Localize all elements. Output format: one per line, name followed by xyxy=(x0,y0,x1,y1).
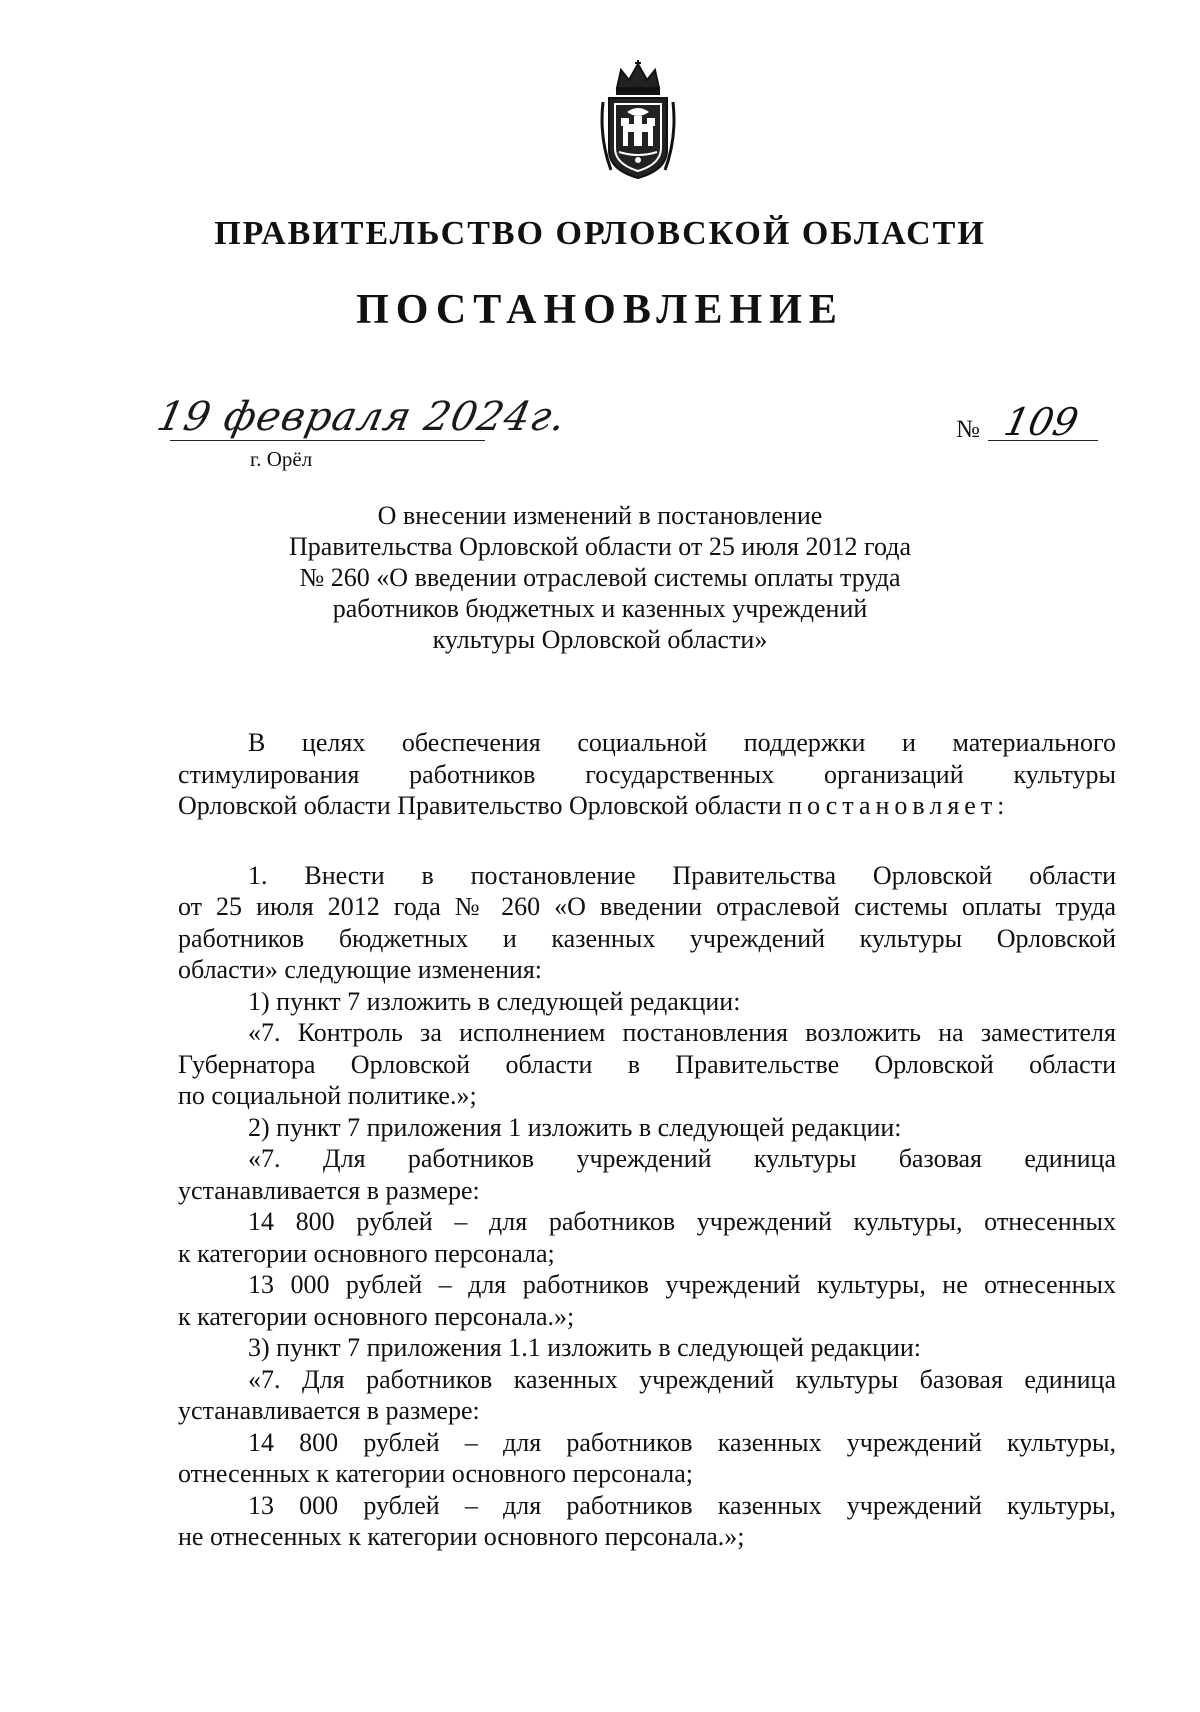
subject-line: О внесении изменений в постановление xyxy=(377,501,823,530)
preamble-text: Орловской области Правительство Орловской области xyxy=(178,791,782,820)
number-sign: № xyxy=(956,416,980,443)
body-line: 3) пункт 7 приложения 1.1 изложить в следующей редакции: xyxy=(248,1333,922,1362)
handwritten-number: 109 xyxy=(1000,400,1083,444)
preamble-line xyxy=(178,790,1116,822)
body-line: не отнесенных к категории основного персонала.»; xyxy=(178,1522,745,1551)
body-line: от 25 июля 2012 года № 260 «О введении отраслевой системы оплаты труда xyxy=(178,892,1116,921)
body-line: области» следующие изменения: xyxy=(178,955,543,984)
body-line: «7. Для работников учреждений культуры базовая единица xyxy=(248,1144,1116,1173)
body-line: работников бюджетных и казенных учреждений культуры Орловской xyxy=(178,923,1116,953)
body-line: «7. Для работников казенных учреждений культуры базовая единица xyxy=(248,1364,1116,1394)
decree-verb: постановляет: xyxy=(788,791,1010,820)
subject-line: работников бюджетных и казенных учреждений xyxy=(332,594,868,623)
body-line: к категории основного персонала; xyxy=(178,1238,555,1268)
city-label: г. Орёл xyxy=(250,447,313,471)
body-line: устанавливается в размере: xyxy=(178,1396,480,1425)
date-underline xyxy=(170,440,485,441)
document-subject xyxy=(240,500,960,655)
organization-title: ПРАВИТЕЛЬСТВО ОРЛОВСКОЙ ОБЛАСТИ xyxy=(214,215,986,252)
body-line: 2) пункт 7 приложения 1 изложить в следующей редакции: xyxy=(248,1112,902,1142)
subject-line: № 260 «О введении отраслевой системы оплаты труда xyxy=(299,563,901,592)
body-line: по социальной политике.»; xyxy=(178,1081,477,1110)
body-line: 14 800 рублей – для работников учреждений культуры, отнесенных xyxy=(248,1207,1116,1236)
body-line: 13 000 рублей – для работников казенных учреждений культуры, xyxy=(248,1490,1116,1520)
subject-line: культуры Орловской области» xyxy=(432,625,768,654)
preamble-line: стимулирования работников государственных организаций культуры xyxy=(178,759,1116,789)
body-line: Губернатора Орловской области в Правительстве Орловской области xyxy=(178,1049,1116,1079)
number-underline xyxy=(988,440,1098,441)
body-line: 1) пункт 7 изложить в следующей редакции: xyxy=(248,986,741,1016)
body-line: 13 000 рублей – для работников учреждений культуры, не отнесенных xyxy=(248,1270,1116,1299)
preamble-line: В целях обеспечения социальной поддержки и материального xyxy=(248,728,1116,757)
document-type-title: ПОСТАНОВЛЕНИЕ xyxy=(356,287,844,333)
body-line: 1. Внести в постановление Правительства Орловской области xyxy=(248,860,1116,890)
paragraph-gap xyxy=(178,822,1116,860)
body-line: 14 800 рублей – для работников казенных учреждений культуры, xyxy=(248,1427,1116,1457)
body-line: «7. Контроль за исполнением постановления возложить на заместителя xyxy=(248,1018,1116,1047)
body-line: отнесенных к категории основного персонала; xyxy=(178,1459,694,1488)
handwritten-date: 19 февраля 2024г. xyxy=(153,394,571,440)
orel-oblast-coat-of-arms-icon xyxy=(597,58,679,182)
subject-line: Правительства Орловской области от 25 июля 2012 года xyxy=(288,532,911,561)
body-line: к категории основного персонала.»; xyxy=(178,1301,575,1331)
document-body xyxy=(178,727,1116,1553)
body-line: устанавливается в размере: xyxy=(178,1175,480,1205)
